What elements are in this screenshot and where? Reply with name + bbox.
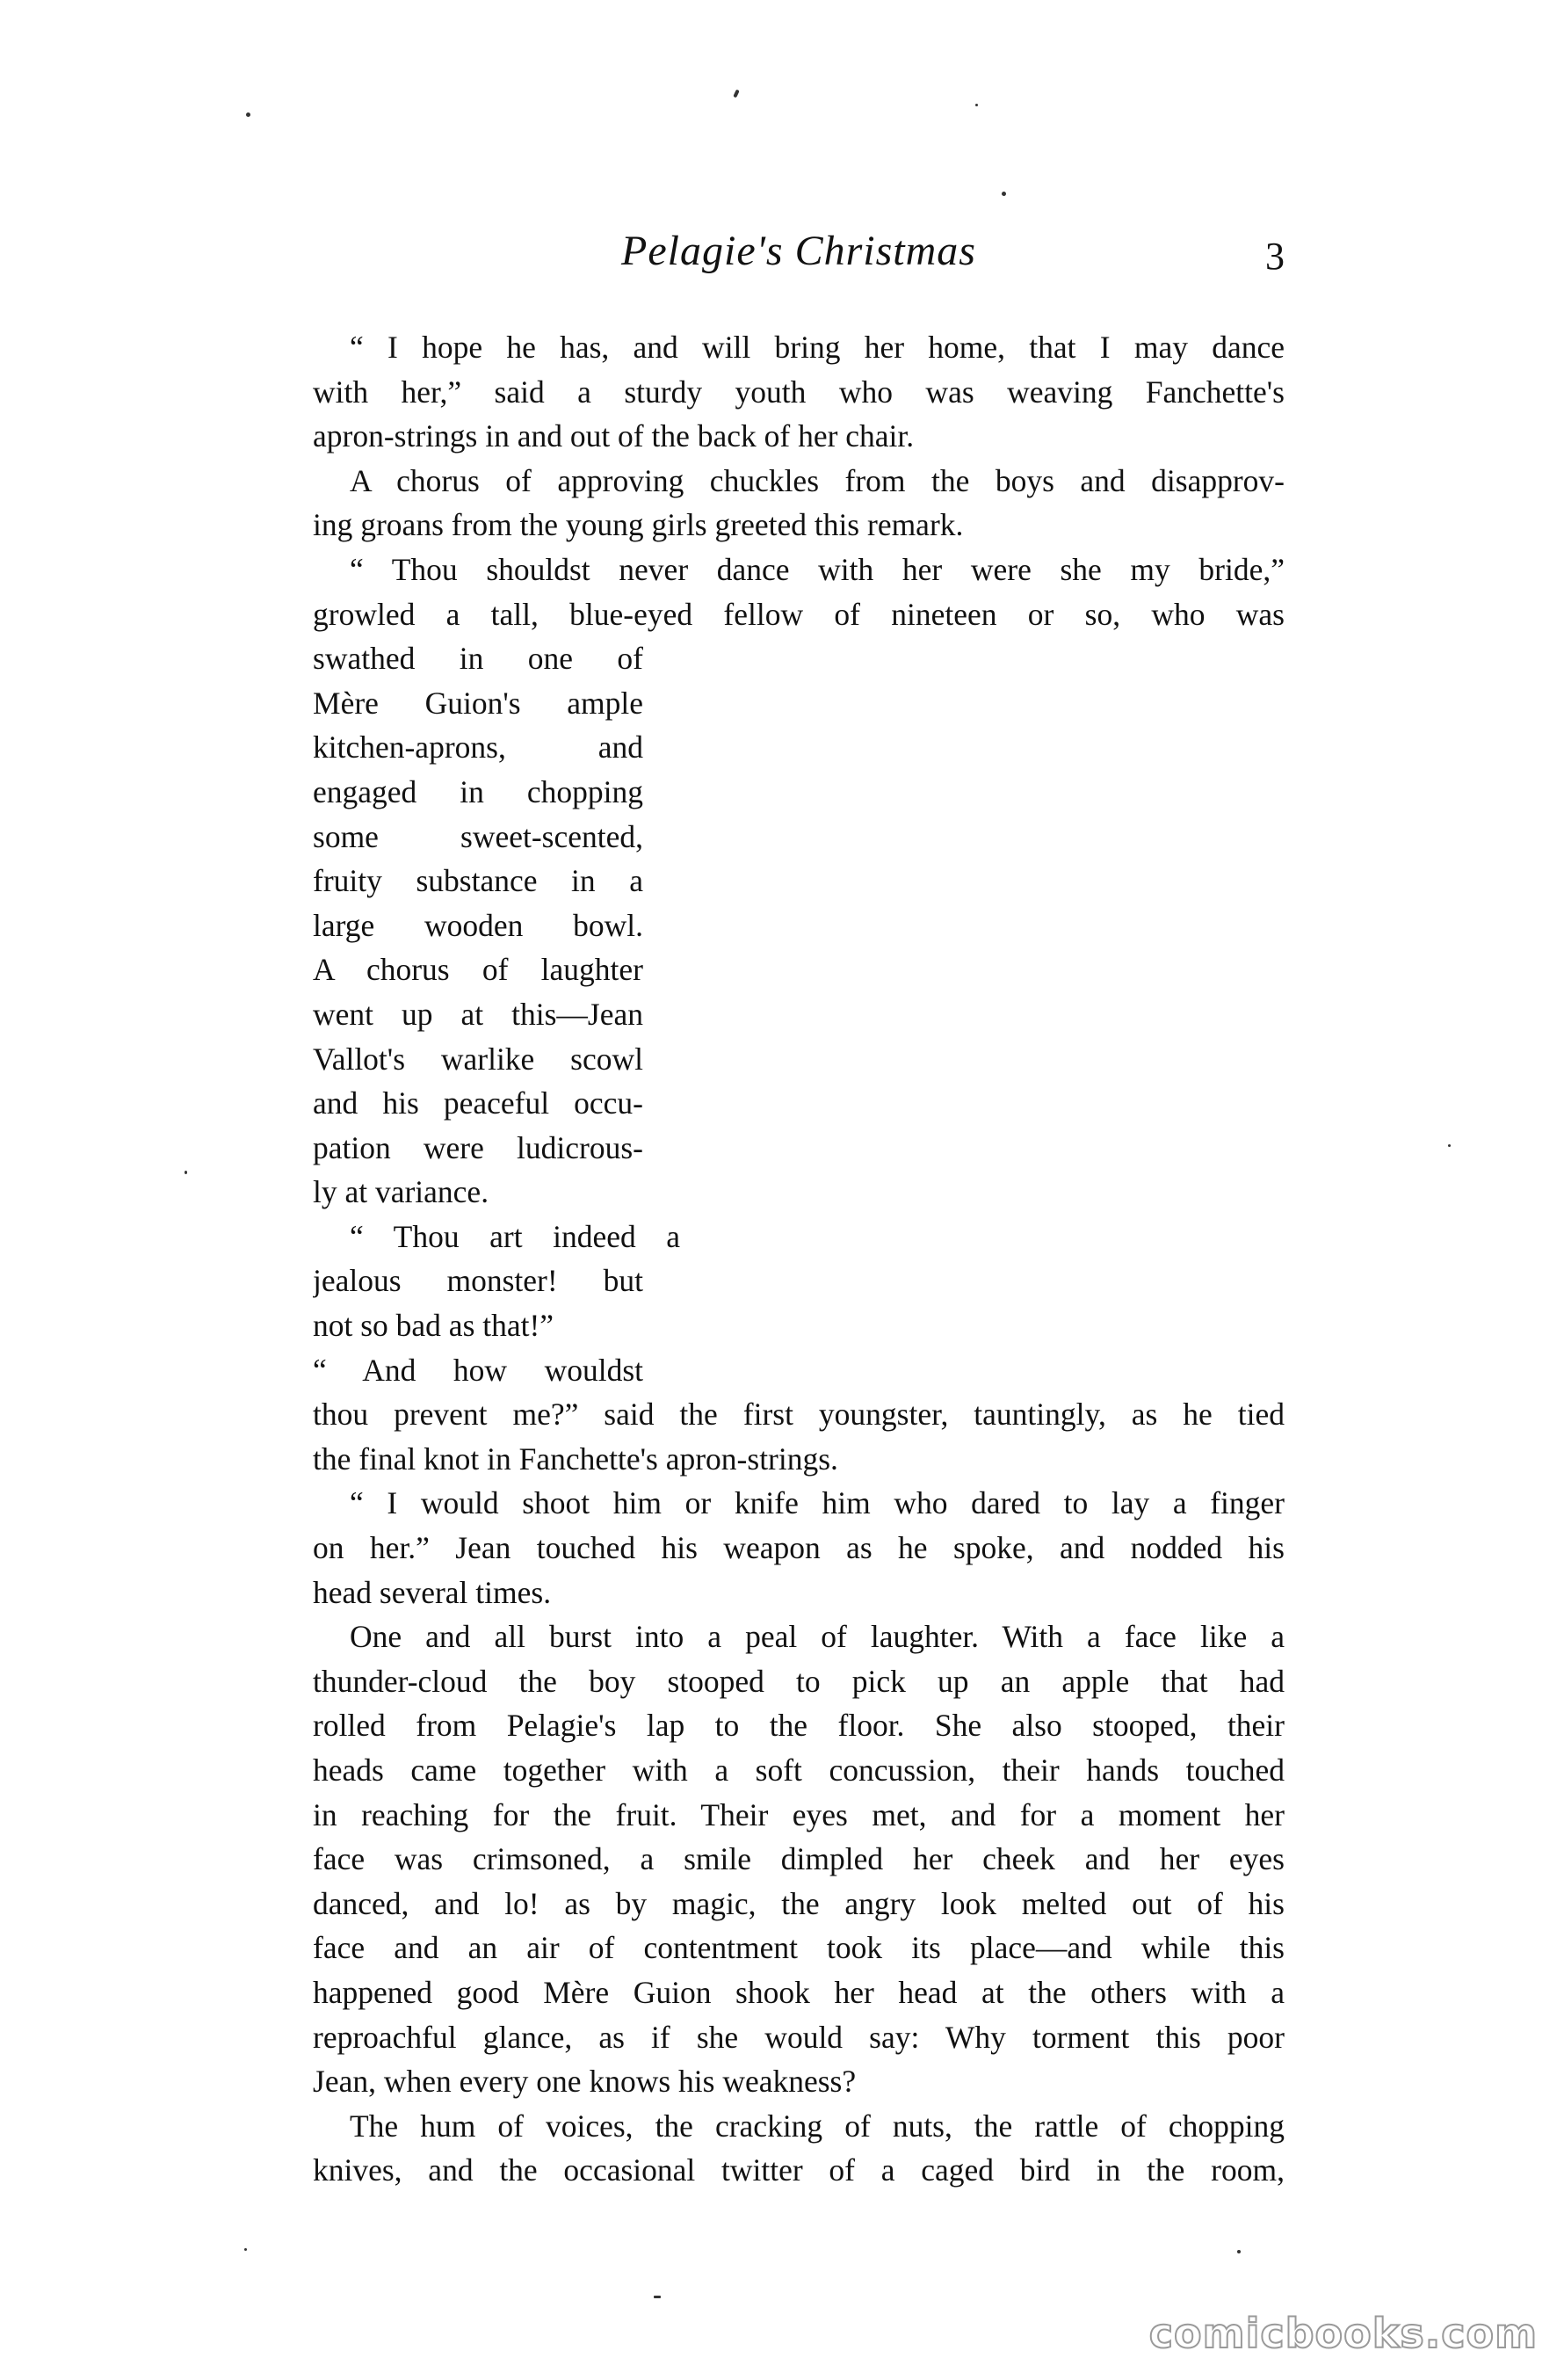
text-line: thou prevent me?” said the first youngster, tauntingly, as he tied: [313, 1397, 1285, 1433]
text-line: A chorus of approving chuckles from the boys and disapprov-: [350, 462, 1285, 498]
text-line: ing groans from the young girls greeted this remark.: [313, 507, 964, 543]
scan-speck: [1002, 192, 1006, 196]
text-line: apron-strings in and out of the back of her chair.: [313, 418, 915, 454]
text-line: One and all burst into a peal of laughter. With a face like a: [350, 1619, 1285, 1655]
text-line: jealous monster! but: [313, 1263, 643, 1299]
text-line: danced, and lo! as by magic, the angry look melted out of his: [313, 1885, 1285, 1921]
text-line: some sweet-scented,: [313, 818, 643, 854]
text-line: on her.” Jean touched his weapon as he spoke, and nodded his: [313, 1530, 1285, 1566]
text-line: “ Thou art indeed a: [350, 1218, 680, 1254]
text-line: and his peaceful occu-: [313, 1085, 643, 1121]
body-text: [313, 325, 1285, 2193]
text-line: “ And how wouldst: [313, 1352, 643, 1388]
text-line: in reaching for the fruit. Their eyes met, and for a moment her: [313, 1796, 1285, 1832]
text-line: swathed in one of: [313, 641, 643, 677]
text-line: knives, and the occasional twitter of a caged bird in the room,: [313, 2152, 1285, 2188]
text-line: reproachful glance, as if she would say: Why torment this poor: [313, 2019, 1285, 2055]
text-line: heads came together with a soft concussion, their hands touched: [313, 1752, 1285, 1788]
text-line: happened good Mère Guion shook her head at the others with a: [313, 1974, 1285, 2010]
text-line: engaged in chopping: [313, 773, 643, 809]
text-line: ly at variance.: [313, 1174, 489, 1210]
scan-speck: [733, 90, 739, 98]
text-line: rolled from Pelagie's lap to the floor. She also stooped, their: [313, 1708, 1285, 1744]
text-line: “ I would shoot him or knife him who dared to lay a finger: [350, 1485, 1285, 1521]
text-line: “ I hope he has, and will bring her home, that I may dance: [350, 330, 1285, 365]
scan-speck: [654, 2296, 661, 2298]
text-line: A chorus of laughter: [313, 952, 643, 988]
text-line: Jean, when every one knows his weakness?: [313, 2064, 857, 2100]
text-line: pation were ludicrous-: [313, 1129, 643, 1165]
text-line: head several times.: [313, 1574, 552, 1610]
page-number: 3: [1265, 235, 1285, 278]
text-line: “ Thou shouldst never dance with her were she my bride,”: [350, 551, 1285, 587]
page-header: [313, 227, 1285, 297]
text-line: kitchen-aprons, and: [313, 729, 643, 766]
text-line: fruity substance in a: [313, 863, 643, 899]
text-line: the final knot in Fanchette's apron-strings.: [313, 1440, 838, 1477]
scan-speck: [1448, 1144, 1451, 1147]
text-line: not so bad as that!”: [313, 1308, 554, 1344]
scan-speck: [246, 112, 250, 117]
text-line: went up at this—Jean: [313, 996, 643, 1032]
text-line: face and an air of contentment took its place—and while this: [313, 1930, 1285, 1966]
text-line: face was crimsoned, a smile dimpled her cheek and her eyes: [313, 1841, 1285, 1877]
scan-speck: [244, 2248, 247, 2251]
text-line: thunder-cloud the boy stooped to pick up an apple that had: [313, 1663, 1285, 1699]
scan-speck: [975, 104, 978, 106]
scan-speck: [185, 1171, 187, 1174]
text-line: with her,” said a sturdy youth who was weaving Fanchette's: [313, 374, 1285, 410]
text-line: Mère Guion's ample: [313, 685, 643, 721]
text-line: large wooden bowl.: [313, 907, 643, 943]
text-line: The hum of voices, the cracking of nuts, the rattle of chopping: [350, 2108, 1285, 2144]
text-line: growled a tall, blue-eyed fellow of nineteen or so, who was: [313, 596, 1285, 632]
running-title: Pelagie's Christmas: [621, 228, 976, 274]
text-line: Vallot's warlike scowl: [313, 1041, 643, 1077]
site-watermark: comicbooks.com: [1148, 2310, 1538, 2357]
scan-speck: [1237, 2250, 1241, 2253]
